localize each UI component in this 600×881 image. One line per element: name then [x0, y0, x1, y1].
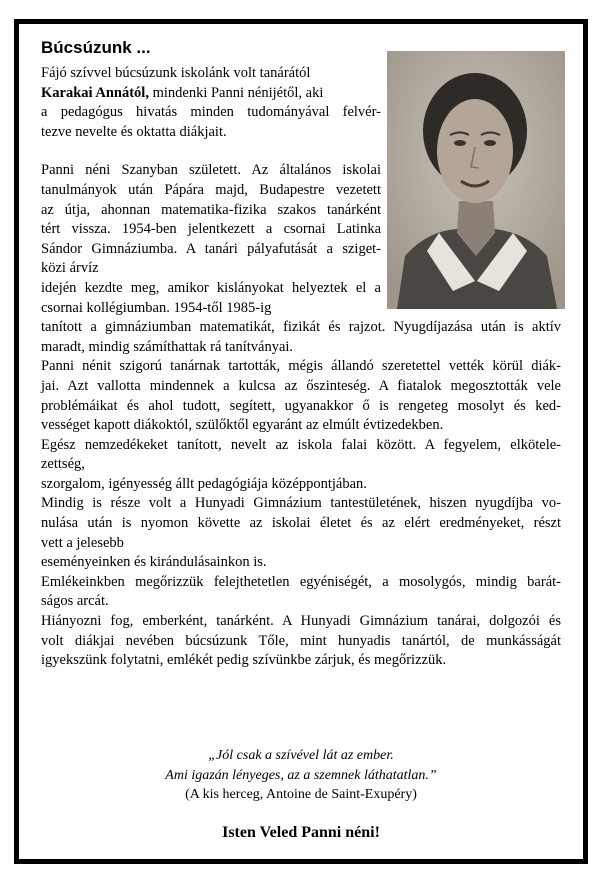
text-line: Fájó szívvel búcsúzunk iskolánk volt tanárától [41, 65, 311, 81]
text-line: ságos arcát. [41, 593, 109, 610]
text-fragment: mindenki Panni nénijétől, aki [148, 84, 324, 101]
text-line: tért vissza. 1954-ben jelentkezett a csornai Latinka [41, 221, 381, 238]
text-line: szorgalom, igényesség állt pedagógiája középpontjában. [41, 475, 367, 492]
text-line: eseményeinken és kirándulásainkon is. [41, 554, 267, 571]
text-line: csornai kollégiumban. 1954-től 1985-ig [41, 299, 272, 316]
text-line: tanulmányok után Pápára majd, Budapestre vezetett [41, 181, 381, 198]
farewell-line: Isten Veled Panni néni! [222, 824, 380, 841]
text-line: Panni nénit szigorú tanárnak tartották, mégis állandó szeretettel vették körül diák- [41, 358, 561, 375]
quote-line: „Jól csak a szívével lát az ember. [208, 748, 394, 763]
text-line: jai. Azt vallotta mindennek a kulcsa az őszinteség. A fiatalok megosztották vele [41, 377, 561, 394]
honoree-name: Karakai Annától, [41, 84, 149, 101]
text-line: tanított a gimnáziumban matematikát, fizikát és rajzot. Nyugdíjazása után is aktív [41, 319, 561, 336]
text-line: az útja, ahonnan matematika-fizika szakos tanárként [41, 201, 381, 218]
text-line: Emlékeinkben megőrizzük felejthetetlen egyéniségét, a mosolygós, mindig barát- [41, 573, 561, 590]
text-line: Sándor Gimnáziumba. A tanári pályafutását a sziget- [41, 240, 381, 257]
text-line: Egész nemzedékeket tanított, nevelt az iskola falai között. A fegyelem, elkötele- [41, 436, 561, 453]
text-line: közi árvíz [41, 260, 99, 277]
text-line: zettség, [41, 456, 85, 473]
quote-block [19, 746, 583, 805]
memorial-frame [14, 19, 588, 864]
text-line: vett a jelesebb [41, 534, 124, 551]
text-line: volt diákjai nevében búcsúzunk Tőle, mint hunyadis tanártól, de munkásságát [41, 632, 561, 649]
memorial-text [41, 64, 561, 671]
text-line: Hiányozni fog, emberként, tanárként. A Hunyadi Gimnázium tanárai, dolgozói és [41, 613, 561, 630]
text-line: igyekszünk folytatni, emlékét pedig szívünkbe zárjuk, és megőrizzük. [41, 652, 447, 669]
quote-source: (A kis herceg, Antoine de Saint-Exupéry) [185, 787, 417, 802]
text-line: Mindig is része volt a Hunyadi Gimnázium tantestületének, hiszen nyugdíjba vo- [41, 495, 561, 512]
text-line: maradt, mindig számíthattak rá tanítványai. [41, 338, 294, 355]
text-line: vességet kapott diákoktól, szülőktől egyaránt az elmúlt évtizedekben. [41, 417, 444, 434]
text-line [41, 84, 561, 104]
text-line: tezve nevelte és oktatta diákjait. [41, 123, 227, 140]
text-line: problémáikat és ahol tudott, segített, ugyanakkor ő is rengeteg mosolyt és ked- [41, 397, 561, 414]
page-title: Búcsúzunk ... [41, 38, 151, 57]
text-line: nulása után is nyomon követte az iskolai életet és az elért eredményeket, részt [41, 515, 561, 532]
text-line: a pedagógus hivatás minden tudományával felvér- [41, 104, 381, 121]
text-line: idején kezdte meg, amikor kislányokat helyeztek el a [41, 279, 381, 296]
text-line: Panni néni Szanyban született. Az általános iskolai [41, 162, 381, 179]
quote-line: Ami igazán lényeges, az a szemnek láthatatlan.” [165, 767, 437, 783]
